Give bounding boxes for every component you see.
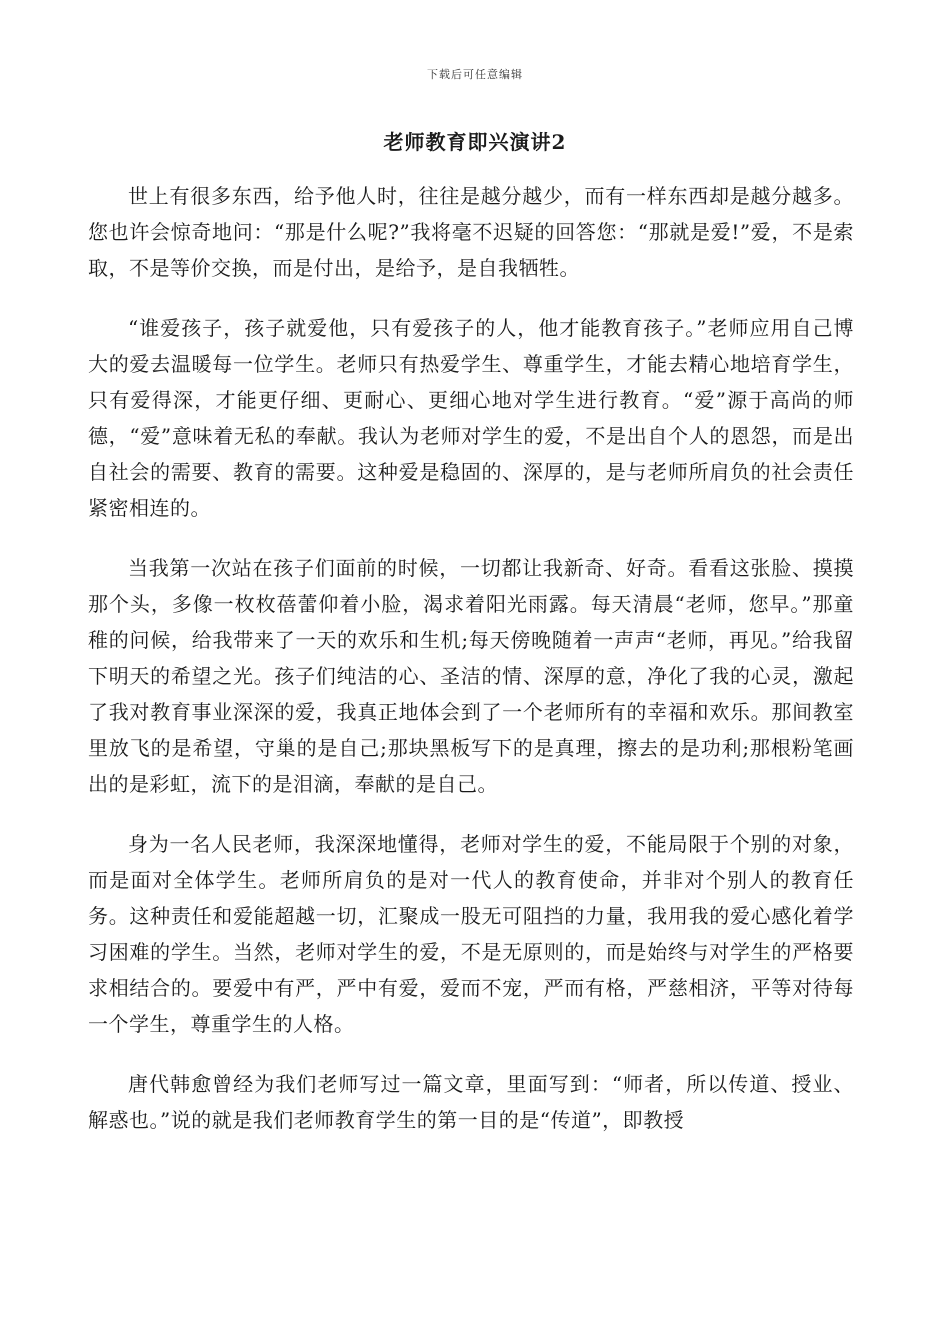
header-note: 下载后可任意编辑 xyxy=(427,68,523,81)
paragraph: “谁爱孩子，孩子就爱他，只有爱孩子的人，他才能教育孩子。”老师应用自己博大的爱去温暖每一位学生。老师只有热爱学生、尊重学生，才能去精心地培育学生，只有爱得深，才能更仔细、更耐心、更细心地对学生进行教育。“爱”源于高尚的师德，“爱”意味着无私的奉献。我认为老师对学生的爱，不是出自个人的恩怨，而是出自社会的需要、教育的需要。这种爱是稳固的、深厚的，是与老师所肩负的社会责任紧密相连的。 xyxy=(88,316,854,520)
document-title: 老师教育即兴演讲2 xyxy=(383,130,567,154)
document-body xyxy=(88,178,854,1162)
paragraph: 身为一名人民老师，我深深地懂得，老师对学生的爱，不能局限于个别的对象，而是面对全体学生。老师所肩负的是对一代人的教育使命，并非对个别人的教育任务。这种责任和爱能超越一切，汇聚成一股无可阻挡的力量，我用我的爱心感化着学习困难的学生。当然，老师对学生的爱，不是无原则的，而是始终与对学生的严格要求相结合的。要爱中有严，严中有爱，爱而不宠，严而有格，严慈相济，平等对待每一个学生，尊重学生的人格。 xyxy=(88,832,854,1036)
paragraph: 当我第一次站在孩子们面前的时候，一切都让我新奇、好奇。看看这张脸、摸摸那个头，多像一枚枚蓓蕾仰着小脸，渴求着阳光雨露。每天清晨“老师，您早。”那童稚的问候，给我带来了一天的欢乐和生机;每天傍晚随着一声声“老师，再见。”给我留下明天的希望之光。孩子们纯洁的心、圣洁的情、深厚的意，净化了我的心灵，激起了我对教育事业深深的爱，我真正地体会到了一个老师所有的幸福和欢乐。那间教室里放飞的是希望，守巢的是自己;那块黑板写下的是真理，擦去的是功利;那根粉笔画出的是彩虹，流下的是泪滴，奉献的是自己。 xyxy=(88,556,854,796)
paragraph: 唐代韩愈曾经为我们老师写过一篇文章，里面写到：“师者，所以传道、授业、解惑也。”说的就是我们老师教育学生的第一目的是“传道”，即教授 xyxy=(88,1072,854,1132)
paragraph: 世上有很多东西，给予他人时，往往是越分越少，而有一样东西却是越分越多。您也许会惊奇地问：“那是什么呢?”我将毫不迟疑的回答您：“那就是爱!”爱，不是索取，不是等价交换，而是付出，是给予，是自我牺牲。 xyxy=(88,184,854,280)
